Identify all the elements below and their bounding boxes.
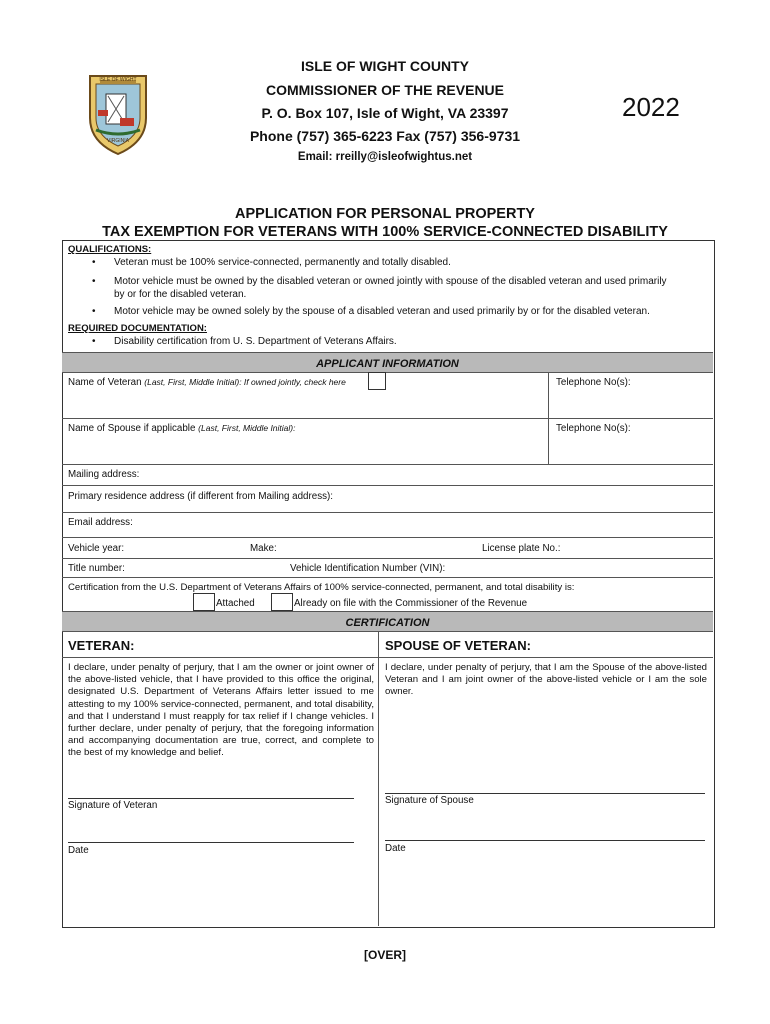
spouse-heading: SPOUSE OF VETERAN: — [385, 638, 531, 653]
spouse-date-line[interactable] — [385, 840, 705, 841]
office-name: COMMISSIONER OF THE REVENUE — [265, 82, 505, 98]
bullet-icon: • — [92, 276, 96, 287]
over-note: [OVER] — [364, 948, 406, 962]
required-doc-heading: REQUIRED DOCUMENTATION: — [68, 323, 207, 334]
veteran-telephone-label: Telephone No(s): — [556, 377, 631, 388]
certification-band: CERTIFICATION — [62, 612, 713, 631]
veteran-declaration: I declare, under penalty of perjury, that I am the owner or joint owner of the above-listed vehicle, that I have provided to this office the original, designated U.S. Department of Veterans Affairs letter issued to me attesting to my 100% service-connected, permanent, and total disability, and that I understand I must reapply for tax relief if I change vehicles. I further declare, under penalty of perjury, that the foregoing information and accompanying documentation are true, correct, and complete to the best of my knowledge and belief. — [68, 662, 374, 759]
on-file-checkbox[interactable] — [271, 593, 293, 611]
office-address: P. O. Box 107, Isle of Wight, VA 23397 — [261, 105, 509, 121]
spouse-signature-line[interactable] — [385, 793, 705, 794]
joint-ownership-checkbox[interactable] — [368, 372, 386, 390]
license-plate-label: License plate No.: — [482, 543, 561, 554]
veteran-signature-line[interactable] — [68, 798, 354, 799]
seal-text-bottom: VIRGINIA — [107, 138, 129, 144]
required-doc-item: Disability certification from U. S. Department of Veterans Affairs. — [114, 336, 397, 347]
qualification-item-cont: by or for the disabled veteran. — [114, 289, 247, 300]
attached-label: Attached — [216, 598, 255, 609]
spouse-declaration: I declare, under penalty of perjury, that I am the Spouse of the above-listed Veteran and I am joint owner of the above-listed vehicle or I am the sole owner. — [385, 662, 707, 698]
veteran-name-label: Name of Veteran (Last, First, Middle Initial): If owned jointly, check here — [68, 377, 346, 388]
spouse-date-label: Date — [385, 843, 406, 854]
on-file-label: Already on file with the Commissioner of the Revenue — [294, 598, 528, 609]
tax-year: 2022 — [622, 92, 680, 122]
vin-label: Vehicle Identification Number (VIN): — [290, 563, 446, 574]
form-title-line2: TAX EXEMPTION FOR VETERANS WITH 100% SERVICE-CONNECTED DISABILITY — [102, 224, 668, 240]
qualification-item: Motor vehicle must be owned by the disabled veteran or owned jointly with spouse of the disabled veteran and used primarily — [114, 276, 667, 287]
qualifications-heading: QUALIFICATIONS: — [68, 244, 152, 255]
form-title-line1: APPLICATION FOR PERSONAL PROPERTY — [235, 206, 535, 222]
va-certification-label: Certification from the U.S. Department of Veterans Affairs of 100% service-connected, permanent, and total disability is: — [68, 582, 575, 593]
vehicle-year-label: Vehicle year: — [68, 543, 125, 554]
veteran-signature-label: Signature of Veteran — [68, 800, 158, 811]
office-email: Email: rreilly@isleofwightus.net — [297, 151, 473, 163]
qualification-item: Motor vehicle may be owned solely by the spouse of a disabled veteran and used primarily by or for the disabled veteran. — [114, 306, 650, 317]
bullet-icon: • — [92, 306, 96, 317]
vehicle-make-label: Make: — [250, 543, 277, 554]
primary-address-label: Primary residence address (if different from Mailing address): — [68, 491, 333, 502]
veteran-heading: VETERAN: — [68, 638, 135, 653]
spouse-telephone-label: Telephone No(s): — [556, 423, 631, 434]
veteran-date-label: Date — [68, 845, 89, 856]
qualification-item: Veteran must be 100% service-connected, permanently and totally disabled. — [114, 257, 451, 268]
office-phone: Phone (757) 365-6223 Fax (757) 356-9731 — [249, 128, 521, 144]
seal-text-top: ISLE OF WIGHT — [99, 77, 137, 83]
mailing-address-label: Mailing address: — [68, 469, 140, 480]
bullet-icon: • — [92, 257, 96, 268]
veteran-date-line[interactable] — [68, 842, 354, 843]
bullet-icon: • — [92, 336, 96, 347]
spouse-name-label: Name of Spouse if applicable (Last, First, Middle Initial): — [68, 423, 296, 434]
email-address-label: Email address: — [68, 517, 133, 528]
attached-checkbox[interactable] — [193, 593, 215, 611]
title-number-label: Title number: — [68, 563, 125, 574]
county-name: ISLE OF WIGHT COUNTY — [301, 58, 469, 74]
applicant-info-band: APPLICANT INFORMATION — [62, 353, 713, 372]
spouse-signature-label: Signature of Spouse — [385, 795, 474, 806]
